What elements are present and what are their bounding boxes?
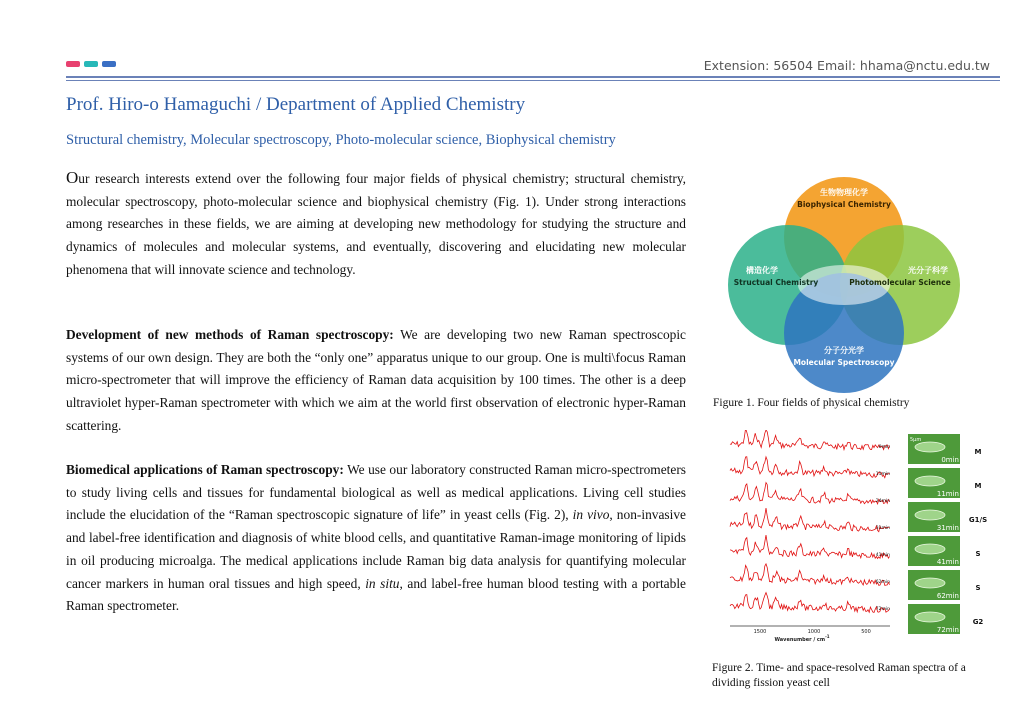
cell-image-panel: [908, 604, 960, 634]
yeast-cell-shape: [915, 510, 945, 520]
cell-cycle-phase-label: M: [974, 482, 982, 490]
cell-cycle-phase-label: G2: [972, 618, 984, 626]
raman-text: We are developing two new Raman spectroscopic systems of our own design. They are both the “only one” apparatus unique to our group. One is multi\focus Raman micro-spectrometer that will improve the efficiency of Raman data acquisition by 100 times. The other is a deep ultraviolet hyper-Raman spectrometer with which we aim at the world first observation of electronic hyper-Raman scattering.: [66, 327, 687, 433]
spectrum-time-label: 41min: [875, 553, 890, 558]
photomolecular-cn-label: 光分子科学: [908, 266, 948, 275]
yeast-cell-shape: [915, 544, 945, 554]
spectrum-time-label: 62min: [875, 580, 890, 585]
cell-panel-time-label: 72min: [936, 626, 959, 634]
spectroscopy-cn-label: 分子分光学: [824, 346, 864, 355]
raman-spectrum-24min: [730, 483, 890, 504]
spectrum-time-label: 0min: [878, 445, 890, 450]
x-tick-1500: 1500: [753, 629, 767, 635]
spectrum-time-label: 24min: [875, 499, 890, 504]
spectrum-time-label: 11min: [875, 472, 890, 477]
spectrum-time-label: 72min: [875, 607, 890, 612]
figure2-caption: Figure 2. Time- and space-resolved Raman spectra of a dividing fission yeast cell: [712, 662, 966, 689]
cell-image-panel: [908, 502, 960, 532]
raman-spectrum-0min: [730, 430, 890, 450]
raman-heading: Development of new methods of Raman spectroscopy:: [66, 327, 394, 342]
contact-info: Extension: 56504 Email: hhama@nctu.edu.tw: [703, 58, 990, 73]
intro-paragraph: [66, 167, 686, 282]
dot-pink: [66, 61, 80, 67]
four-fields-venn-diagram: [726, 175, 962, 395]
raman-spectrum-31min: [730, 508, 890, 532]
raman-paragraph: [66, 324, 686, 438]
raman-spectra-figure: [728, 430, 990, 645]
cell-cycle-phase-label: S: [975, 584, 981, 592]
biophysical-en-label: Biophysical Chemistry: [797, 200, 891, 209]
research-fields-subtitle: Structural chemistry, Molecular spectroscopy, Photo-molecular science, Biophysical chemistry: [66, 132, 616, 148]
spectrum-time-label: 31min: [875, 526, 890, 531]
biomedical-italic-in-situ: in situ: [365, 575, 400, 591]
cell-cycle-phase-label: M: [974, 448, 982, 456]
intro-dropcap: O: [66, 168, 79, 187]
page-title: Prof. Hiro-o Hamaguchi / Department of Applied Chemistry: [66, 94, 526, 115]
cell-image-panel: [908, 468, 960, 498]
cell-image-panels: [908, 434, 960, 634]
cell-panel-time-label: 41min: [936, 558, 959, 566]
biomedical-text-3: , and label-free human blood testing with a portable Raman spectrometer.: [66, 575, 686, 614]
cell-panel-time-label: 11min: [936, 490, 959, 498]
x-axis-label-text: Wavenumber / cm: [774, 637, 826, 643]
x-tick-1000: 1000: [807, 629, 821, 635]
raman-spectrum-62min: [730, 564, 890, 586]
header-rule-thin: [66, 80, 1000, 81]
biomedical-paragraph: [66, 459, 686, 618]
dot-blue: [102, 61, 116, 67]
cell-image-panel: [908, 434, 960, 464]
cell-image-panel: [908, 570, 960, 600]
scale-bar-label: 5μm: [910, 437, 922, 443]
spectra-stack: [730, 430, 890, 613]
yeast-cell-shape: [915, 578, 945, 588]
biomedical-heading: Biomedical applications of Raman spectroscopy:: [66, 462, 344, 477]
dot-teal: [84, 61, 98, 67]
cell-panel-time-label: 0min: [941, 456, 959, 464]
figure1-caption: Figure 1. Four fields of physical chemistry: [713, 397, 910, 409]
spectroscopy-en-label: Molecular Spectroscopy: [793, 358, 895, 367]
structural-en-label: Structual Chemistry: [733, 278, 819, 287]
photomolecular-en-label: Photomolecular Science: [849, 278, 951, 287]
structural-cn-label: 構造化学: [746, 266, 778, 275]
header-color-dots: [66, 61, 116, 67]
header-rule: [66, 76, 1000, 78]
x-axis-label-exponent: -1: [825, 634, 830, 639]
cell-panel-time-label: 62min: [936, 592, 959, 600]
biomedical-text-1: We use our laboratory constructed Raman micro-spectrometers to study living cells and tissues for fundamental biological as well as medical applications. Living cell studies include the elucidation of the “Raman spectroscopic signature of life” in yeast cells (Fig. 2),: [66, 462, 686, 523]
biomedical-text-2: , non-invasive and label-free identification and diagnosis of white blood cells, and quantitative Raman-image monitoring of lipids in oil producing microalga. The medical applications include Raman big data analysis for quantifying molecular cancer markers in human oral tissues and high speed,: [66, 507, 686, 591]
biomedical-italic-in-vivo: in vivo: [572, 507, 610, 523]
x-tick-500: 500: [861, 629, 871, 635]
intro-text: ur research interests extend over the following four major fields of physical chemistry; structural chemistry, molecular spectroscopy, photo-molecular science and biophysical chemistry (Fig. 1). Under strong interactions among researches in these fields, we are aiming at developing new methodology for studying the structure and dynamics of molecules and molecular systems, and eventually, discovering and elucidating new molecular phenomena that will innovate science and technology.: [66, 171, 686, 277]
cell-cycle-phase-label: S: [975, 550, 981, 558]
yeast-cell-shape: [915, 442, 945, 452]
biophysical-cn-label: 生物物理化学: [820, 188, 868, 197]
raman-spectrum-41min: [730, 535, 890, 558]
cell-cycle-phase-label: G1/S: [968, 516, 988, 524]
cell-image-panel: [908, 536, 960, 566]
cell-cycle-phase-labels: [969, 448, 987, 626]
raman-spectrum-72min: [730, 593, 890, 613]
yeast-cell-shape: [915, 612, 945, 622]
x-axis-label: [774, 634, 829, 643]
spectra-time-labels: [876, 444, 890, 612]
cell-panel-time-label: 31min: [936, 524, 959, 532]
yeast-cell-shape: [915, 476, 945, 486]
raman-spectrum-11min: [730, 457, 890, 478]
